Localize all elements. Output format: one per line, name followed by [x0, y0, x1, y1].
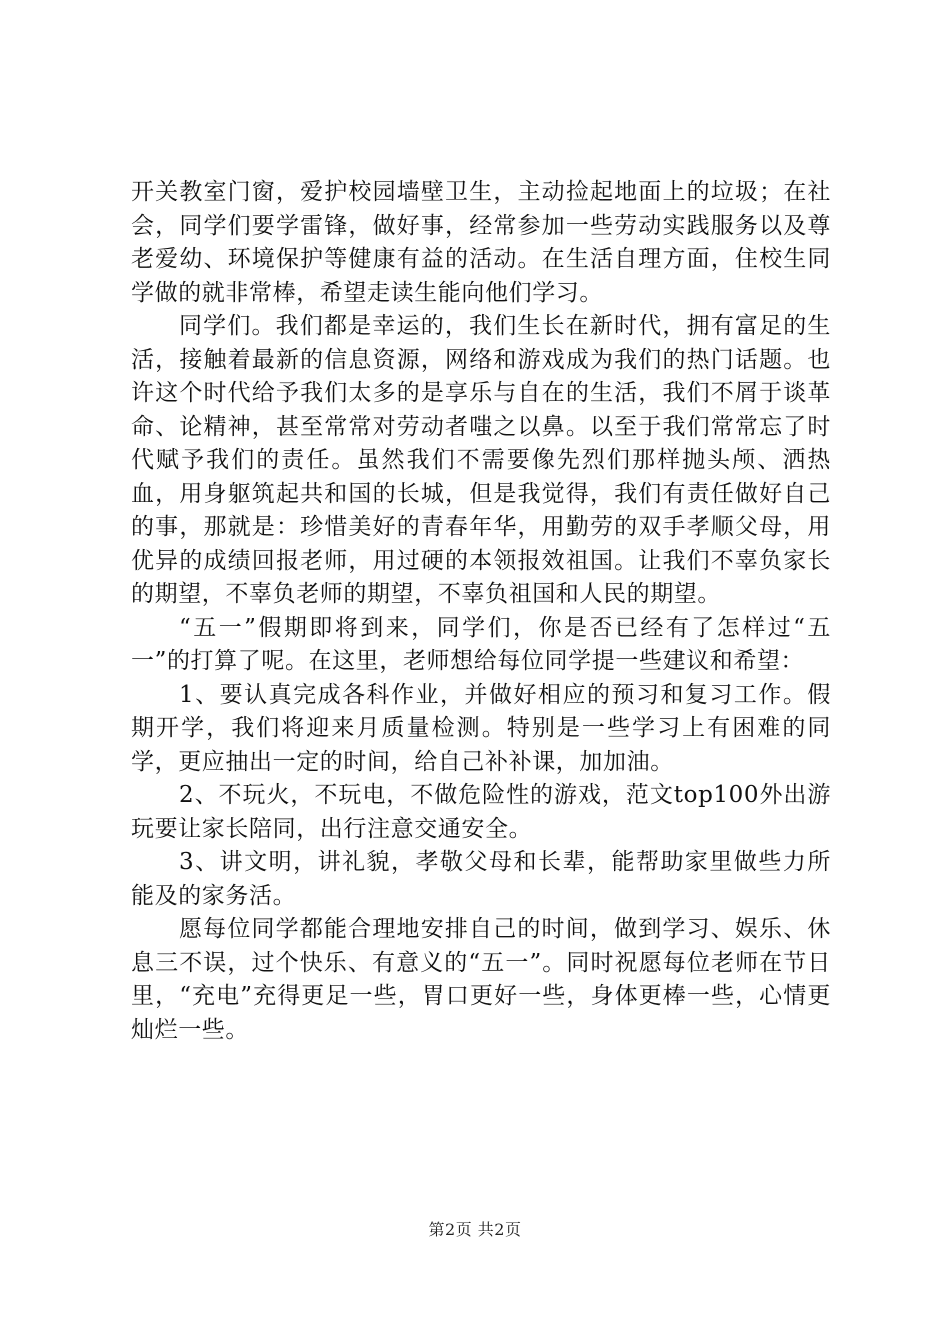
- paragraph-3: “五一”假期即将到来，同学们，你是否已经有了怎样过“五一”的打算了呢。在这里，老师想给每位同学提一些建议和希望：: [131, 614, 831, 674]
- paragraph-2: 同学们。我们都是幸运的，我们生长在新时代，拥有富足的生活，接触着最新的信息资源，网络和游戏成为我们的热门话题。也许这个时代给予我们太多的是享乐与自在的生活，我们不屑于谈革命、论精神，甚至常常对劳动者嗤之以鼻。以至于我们常常忘了时代赋予我们的责任。虽然我们不需要像先烈们那样抛头颅、洒热血，用身躯筑起共和国的长城，但是我觉得，我们有责任做好自己的事，那就是：珍惜美好的青春年华，用勤劳的双手孝顺父母，用优异的成绩回报老师，用过硬的本领报效祖国。让我们不辜负家长的期望，不辜负老师的期望，不辜负祖国和人民的期望。: [131, 313, 831, 607]
- document-body: [131, 176, 831, 1047]
- page-number-footer: 第2页 共2页: [428, 1220, 522, 1239]
- paragraph-1: 开关教室门窗，爱护校园墙壁卫生，主动捡起地面上的垃圾；在社会，同学们要学雷锋，做好事，经常参加一些劳动实践服务以及尊老爱幼、环境保护等健康有益的活动。在生活自理方面，住校生同学做的就非常棒，希望走读生能向他们学习。: [131, 179, 831, 306]
- list-item-3: 3、讲文明，讲礼貌，孝敬父母和长辈，能帮助家里做些力所能及的家务活。: [131, 849, 831, 909]
- list-item-2: 2、不玩火，不玩电，不做危险性的游戏，范文top100外出游玩要让家长陪同，出行注意交通安全。: [131, 782, 831, 842]
- paragraph-closing: 愿每位同学都能合理地安排自己的时间，做到学习、娱乐、休息三不误，过个快乐、有意义的“五一”。同时祝愿每位老师在节日里，“充电”充得更足一些，胃口更好一些，身体更棒一些，心情更灿烂一些。: [131, 916, 831, 1043]
- list-item-1: 1、要认真完成各科作业，并做好相应的预习和复习工作。假期开学，我们将迎来月质量检测。特别是一些学习上有困难的同学，更应抽出一定的时间，给自己补补课，加加油。: [131, 681, 831, 775]
